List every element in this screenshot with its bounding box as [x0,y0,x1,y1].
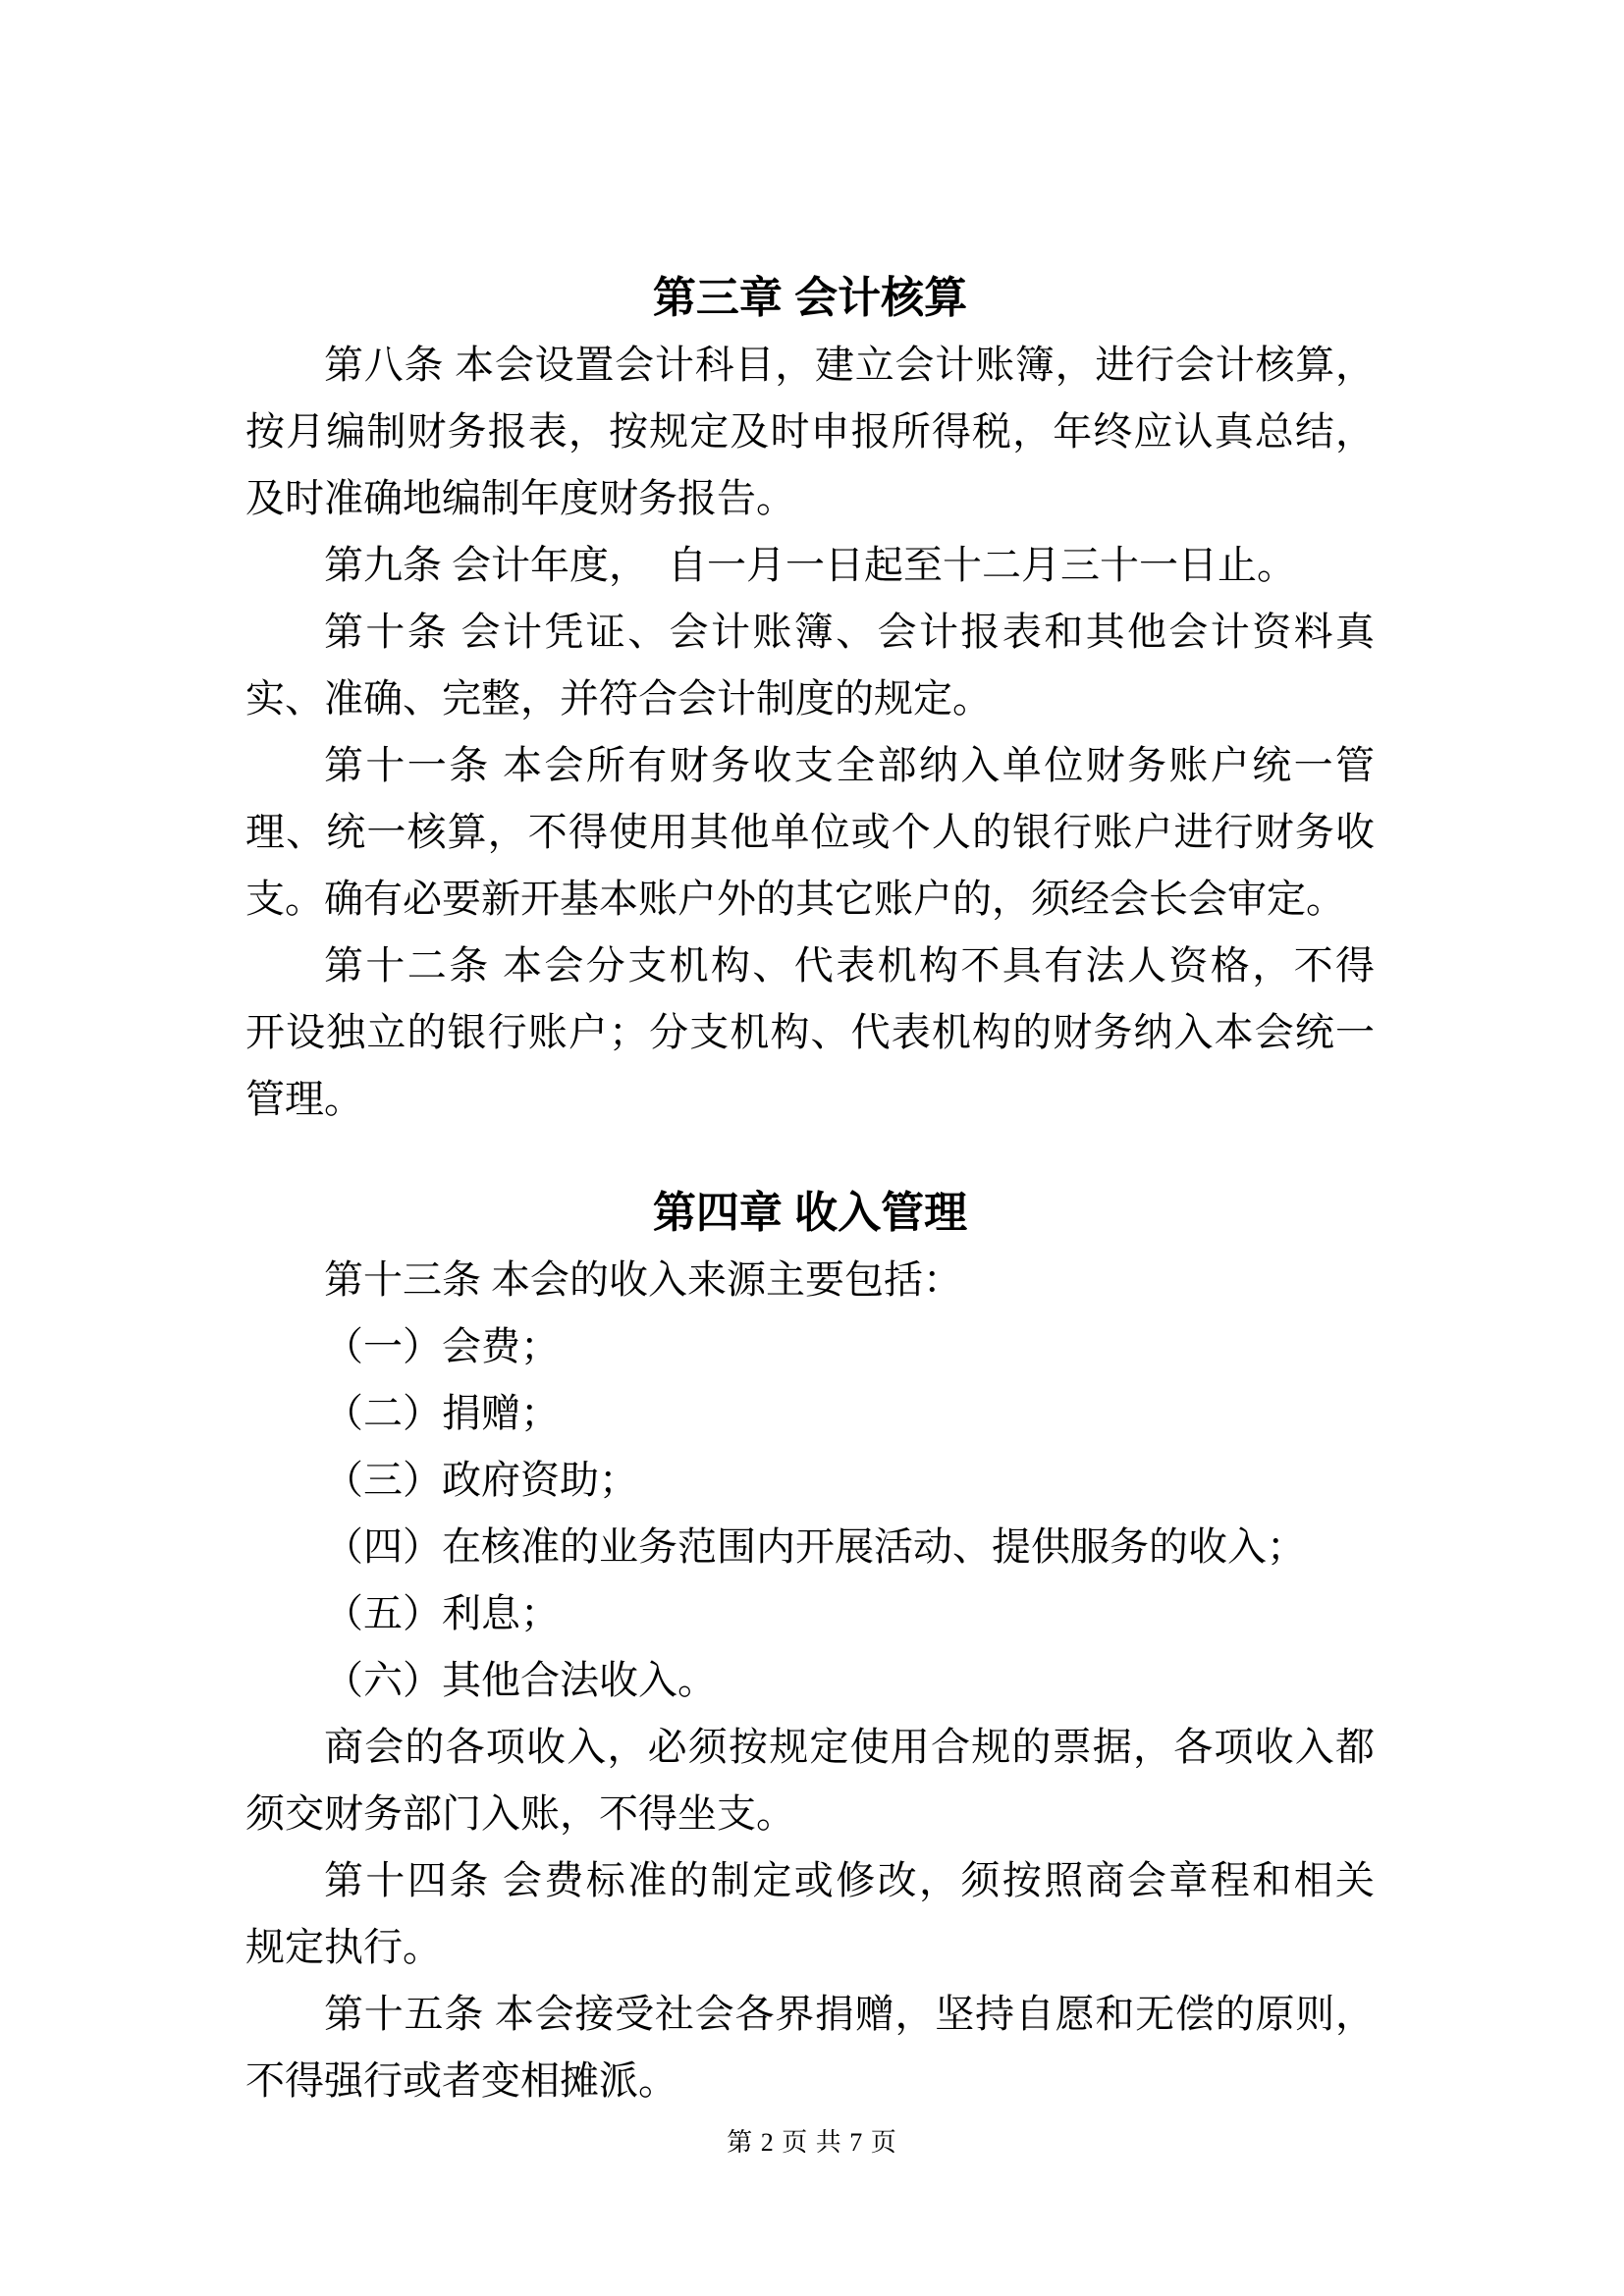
paragraph [245,933,1375,1133]
paragraph [245,1247,1375,1313]
text-line: 开设独立的银行账户；分支机构、代表机构的财务纳入本会统一 [245,1010,1375,1054]
text-line: （四）在核准的业务范围内开展活动、提供服务的收入； [324,1524,1306,1569]
text-line: （三）政府资助； [324,1458,638,1502]
text-line: 第十三条 本会的收入来源主要包括： [324,1257,962,1302]
text-line: 及时准确地编制年度财务报告。 [245,476,795,520]
paragraph [245,1847,1375,1981]
text-line: 第八条 本会设置会计科目，建立会计账簿，进行会计核算， [324,343,1375,387]
text-line: 支。确有必要新开基本账户外的其它账户的，须经会长会审定。 [245,877,1345,921]
text-line: 理、统一核算，不得使用其他单位或个人的银行账户进行财务收 [245,810,1375,854]
document-body [245,265,1375,2114]
paragraph [245,532,1375,599]
paragraph [245,732,1375,933]
text-line: 不得强行或者变相摊派。 [245,2058,677,2103]
paragraph [245,1447,1375,1514]
text-line: 第九条 会计年度， 自一月一日起至十二月三十一日止。 [324,543,1296,587]
paragraph [245,599,1375,732]
text-line: 商会的各项收入，必须按规定使用合规的票据，各项收入都 [324,1725,1375,1769]
text-line: 第十四条 会费标准的制定或修改，须按照商会章程和相关 [324,1858,1375,1902]
paragraph [245,1580,1375,1647]
text-line: 实、准确、完整，并符合会计制度的规定。 [245,676,992,721]
text-line: （五）利息； [324,1591,560,1635]
paragraph [245,1313,1375,1380]
chapter-heading: 第三章 会计核算 [652,274,968,322]
text-line: 第十一条 本会所有财务收支全部纳入单位财务账户统一管 [324,743,1375,787]
text-line: （六）其他合法收入。 [324,1658,717,1702]
text-line: 须交财务部门入账，不得坐支。 [245,1791,795,1836]
text-line: （二）捐赠； [324,1391,560,1435]
paragraph [245,1714,1375,1847]
chapter-heading: 第四章 收入管理 [652,1189,968,1237]
text-line: （一）会费； [324,1324,560,1368]
paragraph [245,332,1375,532]
text-line: 按月编制财务报表，按规定及时申报所得税，年终应认真总结， [245,409,1375,454]
text-line: 第十条 会计凭证、会计账簿、会计报表和其他会计资料真 [324,610,1375,654]
text-line: 管理。 [245,1077,363,1121]
page-number-footer: 第 2 页 共 7 页 [727,2128,897,2157]
text-line: 第十二条 本会分支机构、代表机构不具有法人资格，不得 [324,943,1375,988]
paragraph [245,1647,1375,1714]
text-line: 规定执行。 [245,1925,442,1969]
paragraph [245,1380,1375,1447]
text-line: 第十五条 本会接受社会各界捐赠，坚持自愿和无偿的原则， [324,1992,1375,2036]
paragraph [245,1514,1375,1580]
paragraph [245,1981,1375,2114]
